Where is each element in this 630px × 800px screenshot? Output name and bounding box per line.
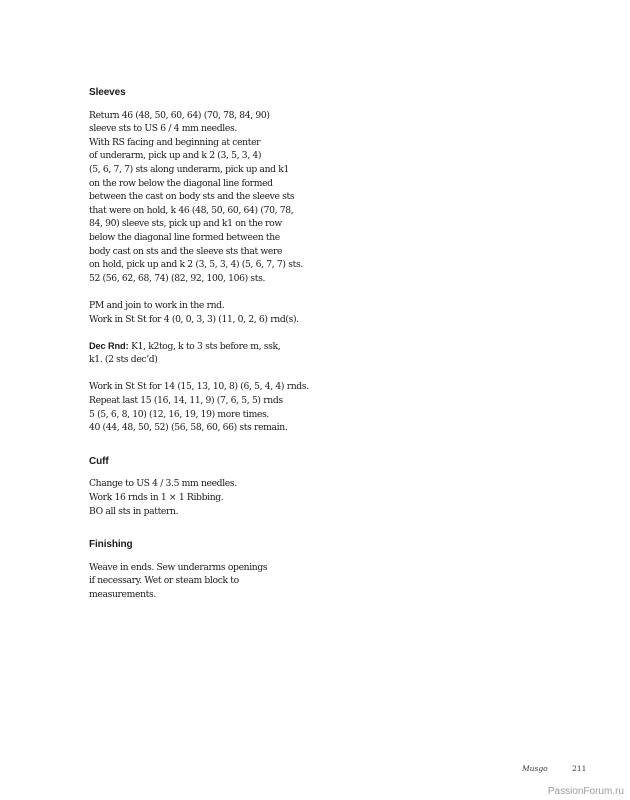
text-line: With RS facing and beginning at center	[89, 136, 261, 148]
text-line: 5 (5, 6, 8, 10) (12, 16, 19, 19) more times.	[89, 408, 269, 420]
repeat-paragraph	[89, 380, 319, 434]
text-line: between the cast on body sts and the sleeve sts	[89, 191, 295, 203]
text-line: 84, 90) sleeve sts, pick up and k1 on the row	[89, 218, 282, 230]
dec-rnd-paragraph	[89, 340, 319, 367]
text-line: if necessary. Wet or steam block to	[89, 575, 239, 587]
text-line: of underarm, pick up and k 2 (3, 5, 3, 4)	[89, 150, 262, 162]
text-line: Work 16 rnds in 1 × 1 Ribbing.	[89, 492, 224, 504]
page-number: 211	[572, 764, 587, 773]
sleeves-instructions-paragraph	[89, 109, 319, 286]
text-line: on hold, pick up and k 2 (3, 5, 3, 4) (5, 6, 7, 7) sts.	[89, 259, 303, 271]
text-line: body cast on sts and the sleeve sts that were	[89, 245, 283, 257]
sleeves-section	[89, 86, 319, 435]
cuff-paragraph	[89, 477, 319, 518]
text-line: k1. (2 sts dec’d)	[89, 354, 158, 366]
text-line	[89, 340, 319, 354]
text-line: below the diagonal line formed between the	[89, 231, 280, 243]
text-line: Return 46 (48, 50, 60, 64) (70, 78, 84, 90)	[89, 109, 270, 121]
text-line: on the row below the diagonal line formed	[89, 177, 273, 189]
text-line: that were on hold, k 46 (48, 50, 60, 64) (70, 78,	[89, 204, 294, 216]
text-line: Work in St St for 4 (0, 0, 3, 3) (11, 0, 2, 6) rnd(s).	[89, 313, 299, 325]
text-line: PM and join to work in the rnd.	[89, 299, 225, 311]
text-line: 52 (56, 62, 68, 74) (82, 92, 100, 106) sts.	[89, 272, 266, 284]
finishing-heading: Finishing	[89, 539, 133, 551]
text-line: Work in St St for 14 (15, 13, 10, 8) (6, 5, 4, 4) rnds.	[89, 381, 309, 393]
finishing-paragraph	[89, 561, 319, 602]
text-line: sleeve sts to US 6 / 4 mm needles.	[89, 123, 237, 135]
dec-rnd-text: K1, k2tog, k to 3 sts before m, ssk,	[128, 340, 281, 352]
cuff-section	[89, 455, 319, 518]
watermark: PassionForum.ru	[547, 786, 624, 797]
cuff-heading: Cuff	[89, 455, 109, 467]
finishing-section	[89, 538, 319, 601]
sleeves-heading: Sleeves	[89, 87, 126, 98]
page-footer	[522, 764, 586, 773]
text-line: measurements.	[89, 589, 156, 600]
text-line: Weave in ends. Sew underarms openings	[89, 561, 268, 573]
text-line: Repeat last 15 (16, 14, 11, 9) (7, 6, 5, 5) rnds	[89, 395, 283, 407]
dec-rnd-label: Dec Rnd:	[89, 340, 129, 351]
text-line: BO all sts in pattern.	[89, 505, 179, 517]
join-round-paragraph	[89, 299, 319, 326]
text-line: Change to US 4 / 3.5 mm needles.	[89, 478, 237, 490]
text-line: (5, 6, 7, 7) sts along underarm, pick up and k1	[89, 163, 289, 175]
page-content	[89, 86, 319, 615]
text-line: 40 (44, 48, 50, 52) (56, 58, 60, 66) sts remain.	[89, 422, 288, 434]
book-title: Musgo	[522, 764, 548, 773]
